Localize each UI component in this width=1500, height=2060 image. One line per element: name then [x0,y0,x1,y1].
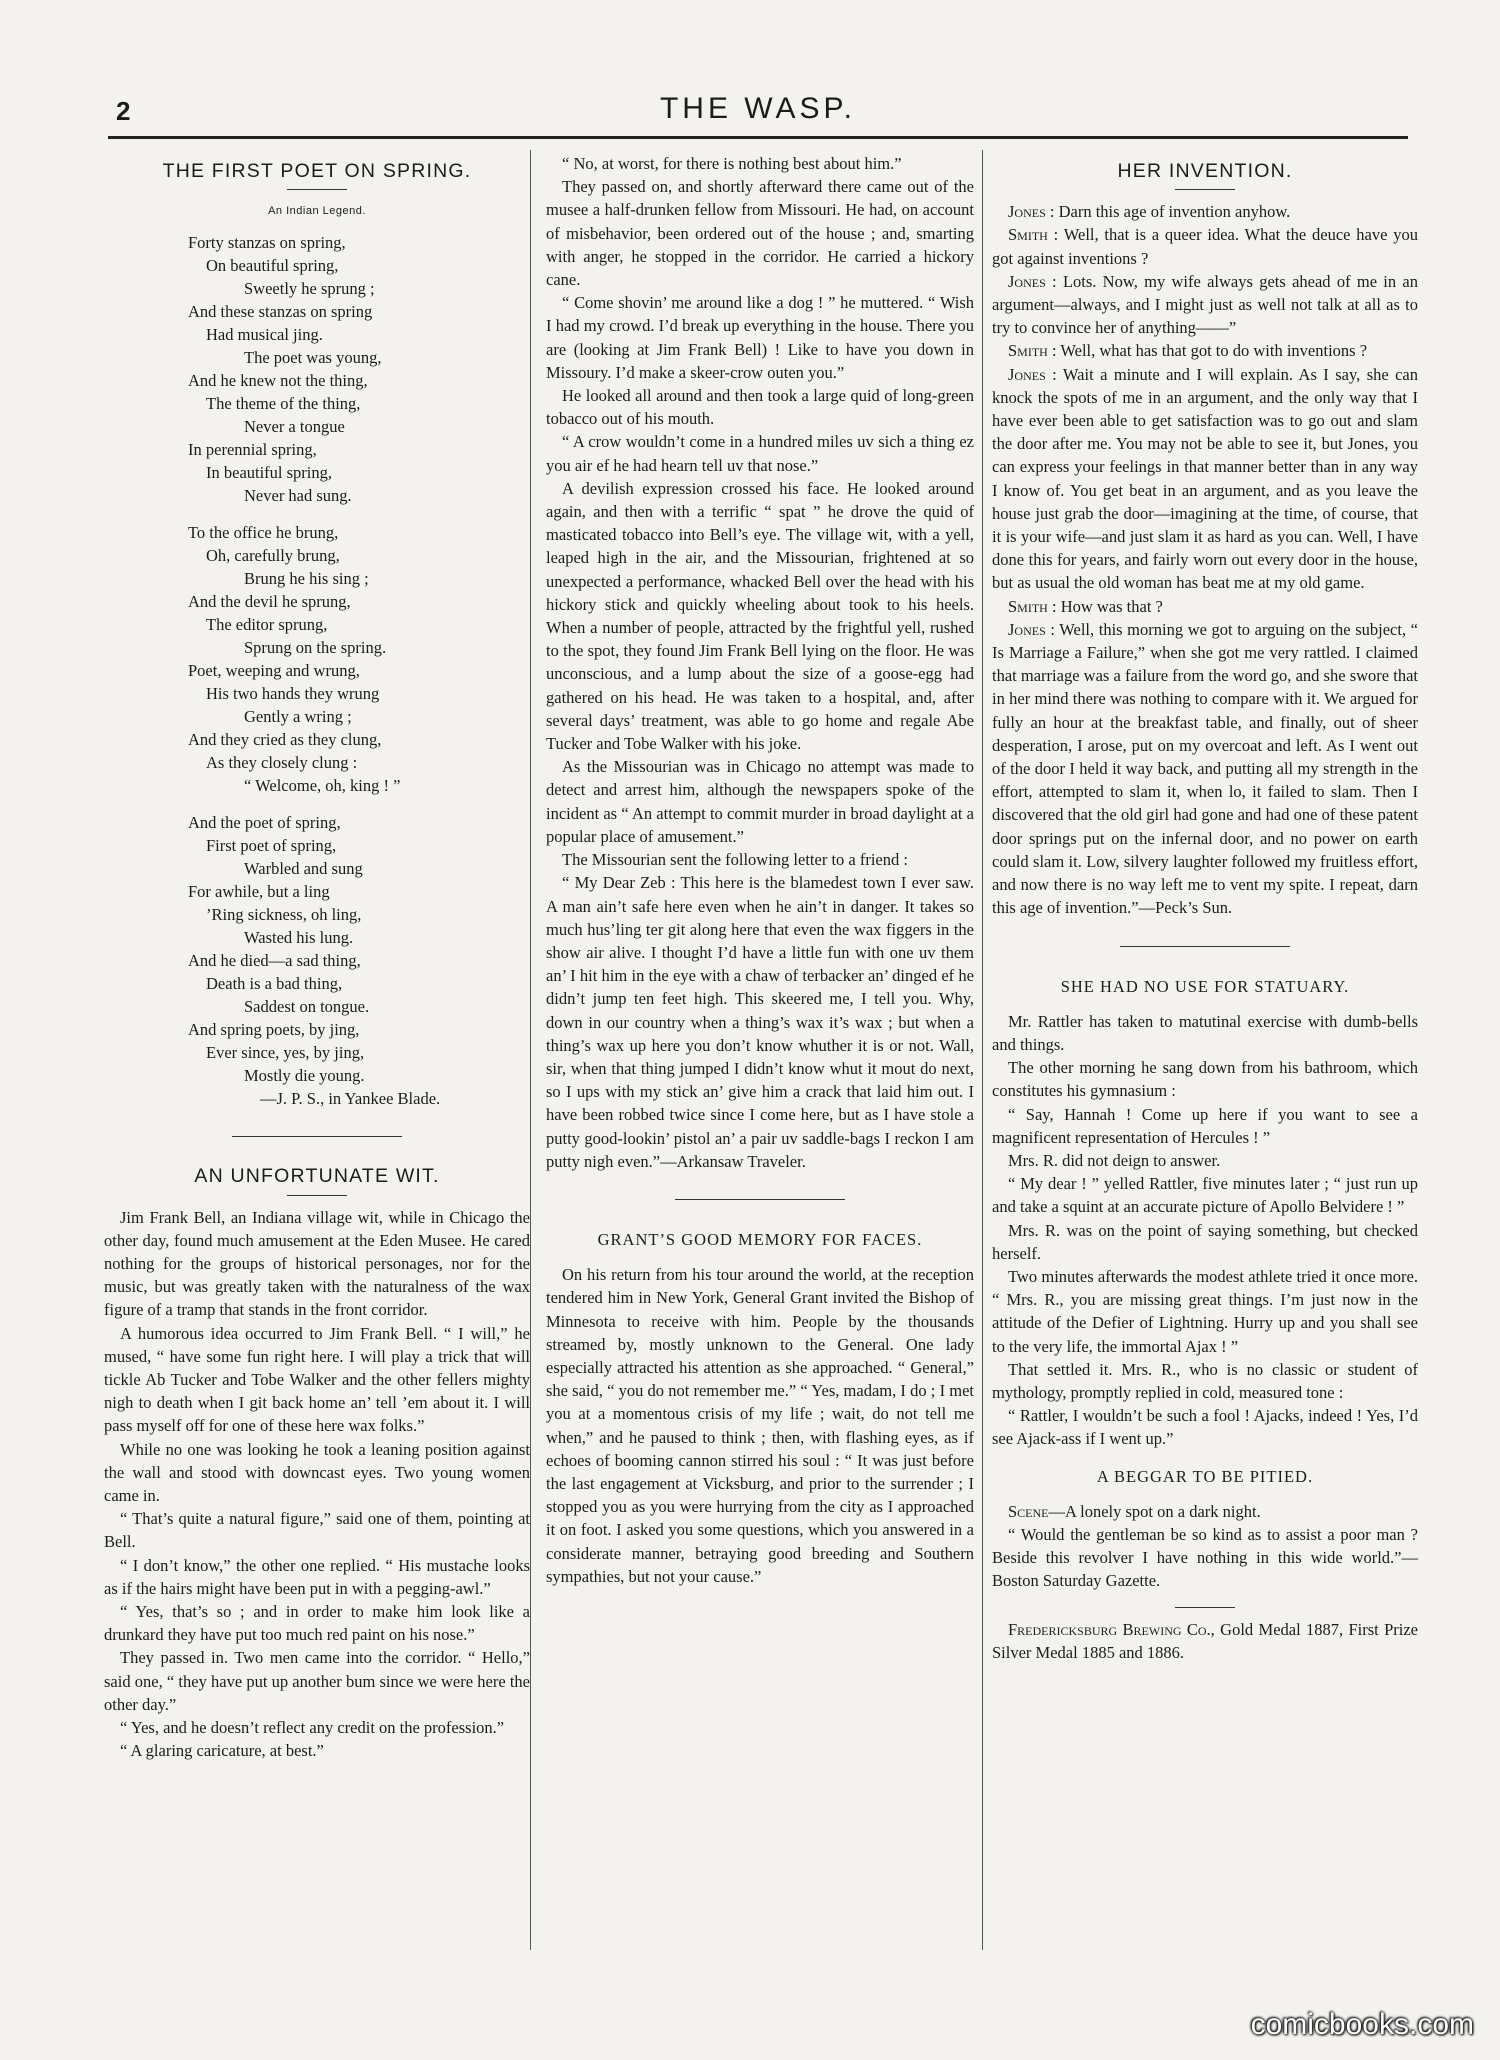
paragraph: “ That’s quite a natural figure,” said one of them, pointing at Bell. [104,1509,530,1552]
paragraph: As the Missourian was in Chicago no attempt was made to detect and arrest him, although the newspapers spoke of the incident as “ An attempt to commit murder in broad daylight at a popular place of amusement.” [546,757,974,846]
divider [1175,189,1235,190]
divider [1175,1607,1235,1608]
article-body [992,1010,1418,1451]
paragraph: The Missourian sent the following letter to a friend : [562,850,908,870]
poem-line: And he knew not the thing, [188,371,368,391]
column-divider [982,150,983,1950]
poem-line: Wasted his lung. [244,928,354,948]
poem-line: In perennial spring, [188,440,317,460]
masthead: THE WASP. [659,92,857,125]
poem-line: And they cried as they clung, [188,730,382,750]
poem-line: And the devil he sprung, [188,592,351,612]
poem-line: And spring poets, by jing, [188,1020,360,1040]
poem-line: Gently a wring ; [244,707,352,727]
poem-line: Never had sung. [244,486,352,506]
paragraph: Mrs. R. did not deign to answer. [1008,1150,1221,1170]
scene-label: Scene [1008,1501,1049,1521]
paragraph: They passed on, and shortly afterward there came out of the musee a half-drunken fellow from Missouri. He had, on account of misbehavior, been ordered out of the house ; and, smarting with anger, he stopped in the corridor. He carried a hickory cane. [546,177,974,290]
poem-line: As they closely clung : [206,753,358,773]
poem-line: “ Welcome, oh, king ! ” [244,776,401,796]
poem-line: On beautiful spring, [206,256,339,276]
speaker-name: Smith : [1008,341,1057,361]
speaker-name: Jones : [1008,202,1055,222]
poem [104,231,530,1110]
article-body [546,152,974,1173]
paragraph: “ Come shovin’ me around like a dog ! ” he muttered. “ Wish I had my crowd. I’d break up everything in the house. There you are (looking at Jim Frank Bell) ! Like to have you down in Missoury. I’d make a skeer-crow outen you.” [546,293,974,382]
dialogue-text: Wait a minute and I will explain. As I say, she can knock the spots of me in an argument, and the only way that I have ever been able to get satisfaction was to go out and slam the door after me. You may not be able to see it, but Jones, you can express your feelings in that manner better than in any way I know of. You get beat in an argument, and as you leave the house just grab the door—imagining at the time, of course, that it is your wife—and just slam it as hard as you can. Well, I have done this for years, and fairly worn out every door in the house, but as usual the old woman has beat me at my old game. [992,364,1419,593]
poem-line: Had musical jing. [206,325,323,345]
dialogue-line [992,595,1418,618]
ad-name: Fredericksburg Brewing Co., [1008,1619,1215,1639]
dialogue-text: Well, what has that got to do with inventions ? [1060,341,1368,361]
poem-line: And these stanzas on spring [188,302,373,322]
scene-line [992,1500,1418,1523]
poem-line: First poet of spring, [206,836,337,856]
poem-line: —J. P. S., in Yankee Blade. [260,1089,441,1109]
poem-stanza [188,231,530,507]
article-title: AN UNFORTUNATE WIT. [194,1165,440,1188]
speaker-name: Jones : [1008,271,1057,291]
paragraph: “ No, at worst, for there is nothing best about him.” [562,154,902,173]
page-number: 2 [116,96,131,126]
poem-line: For awhile, but a ling [188,882,330,902]
paragraph: Two minutes afterwards the modest athlete tried it once more. “ Mrs. R., you are missing great things. I’m just now in the attitude of the Defier of Lightning. Hurry up and you shall see to the very life, the immortal Ajax ! ” [992,1266,1418,1356]
poem-line: Sprung on the spring. [244,638,387,658]
article-title: A BEGGAR TO BE PITIED. [1096,1466,1314,1486]
divider [287,1195,347,1196]
poem-line: Saddest on tongue. [244,997,370,1017]
paragraph: A devilish expression crossed his face. He looked around again, and then with a terrific “ spat ” he drove the quid of masticated tobacco into Bell’s eye. The village wit, with a yell, leaped high in the air, and the Missourian, frightened at so unexpected a performance, whacked Bell over the head with his hickory stick and quickly wheeling about took to his heels. When a number of people, attracted by the frightful yell, rushed to the spot, they found Jim Frank Bell lying on the floor. He was unconscious, and a lump about the size of a goose-egg had gathered on his head. He was taken to a hospital, and, after several days’ treatment, was able to go home and regale Abe Tucker and Tobe Walker with his joke. [546,478,974,754]
paragraph: “ My dear ! ” yelled Rattler, five minutes later ; “ just run up and take a squint at an accurate picture of Apollo Belvidere ! ” [992,1174,1418,1217]
poem-line: Never a tongue [244,417,345,437]
article-body [546,1263,974,1588]
poem-line: Ever since, yes, by jing, [206,1043,365,1063]
advertisement [992,1618,1418,1664]
dialogue-line [992,618,1418,920]
speaker-name: Jones : [1008,364,1057,384]
paragraph: “ Yes, and he doesn’t reflect any credit on the profession.” [120,1718,505,1738]
divider [287,189,347,190]
poem-stanza [188,811,530,1110]
poem-line: Brung he his sing ; [244,569,369,589]
poem-line: The poet was young, [244,348,382,368]
poem-line: Poet, weeping and wrung, [188,661,360,681]
paragraph: On his return from his tour around the world, at the reception tendered him in New York, General Grant invited the Bishop of Minnesota to receive with him. People by the thousands streamed by, mostly unknown to the General. One lady especially attracted his attention as she approached. “ General,” she said, “ you do not remember me.” “ Yes, madam, I do ; I met you at a momentous crisis of my life ; wait, do not tell me when,” and he paused to think ; then, with flashing eyes, as if echoes of booming cannon stirred his soul : “ It was just before the last engagement at Vicksburg, and prior to the surrender ; I stopped you as you were hurrying from the city as I approached it on foot. I asked you some questions, which you answered in a considerate manner, betraying good breeding and Southern sympathies, but not your cause.” [546,1265,974,1586]
dialogue-line [992,270,1418,340]
header-rule [108,136,1408,139]
paragraph: “ I don’t know,” the other one replied. “ His mustache looks as if the hairs might have been put in with a pegging-awl.” [104,1555,530,1598]
poem-line: Oh, carefully brung, [206,546,340,566]
poem-line: Sweetly he sprung ; [244,279,375,299]
speaker-name: Jones : [1008,619,1055,639]
paragraph: “ A glaring caricature, at best.” [120,1741,324,1761]
paragraph: “ Would the gentleman be so kind as to assist a poor man ? Beside this revolver I have nothing in this wide world.”—Boston Saturday Gazette. [992,1524,1418,1591]
paragraph: “ My Dear Zeb : This here is the blamedest town I ever saw. A man ain’t safe here even when he ain’t in danger. It takes so much hus’ling ter git along here that even the wax figgers in the show air alive. I thought I’d have a little fun with one uv them an’ I hit him in the eye with a chaw of terbacker an’ dinged ef he didn’t jump ten feet high. This skeered me, I tell you. Why, down in our country when a thing’s wax it’s wax ; but when a thing’s wax up here you don’t know whuther it is or not. Wall, sir, when that thing jumped I didn’t know whut it mout do next, so I ups with my stick an’ give him a crack that laid him out. I have been robbed twice since I come here, but as I have stole a putty good-lookin’ pistol an’ a pair uv saddle-bags I reckon I am putty nigh even.”—Arkansaw Traveler. [546,873,974,1171]
ad-text: Gold Medal 1887, First Prize Silver Medal 1885 and 1886. [992,1619,1419,1662]
paragraph: While no one was looking he took a leaning position against the wall and stood with downcast eyes. Two young women came in. [104,1439,530,1506]
paragraph: A humorous idea occurred to Jim Frank Bell. “ I will,” he mused, “ have some fun right here. I will play a trick that will tickle Ab Tucker and Tobe Walker and the other fellers mighty nigh to death when I git back home an’ tell ’em about it. I will pass myself off for one of these here wax folks.” [104,1323,530,1436]
dialogue-text: Well, that is a queer idea. What the deuce have you got against inventions ? [992,225,1418,268]
page-header [108,92,1408,136]
paragraph: He looked all around and then took a large quid of long-green tobacco out of his mouth. [546,386,974,429]
poem-line: ’Ring sickness, oh ling, [206,905,362,925]
speaker-name: Smith : [1008,225,1059,245]
poem-line: The editor sprung, [206,615,328,635]
speaker-name: Smith : [1008,596,1057,616]
poem-line: And he died—a sad thing, [188,951,361,971]
poem-line: Death is a bad thing, [206,974,343,994]
divider [1120,946,1290,947]
paragraph: “ A crow wouldn’t come in a hundred miles uv sich a thing ez you air ef he had hearn tell uv that nose.” [546,432,974,475]
poem-line: The theme of the thing, [206,394,361,414]
article-body [992,200,1418,919]
article-title: SHE HAD NO USE FOR STATUARY. [1060,976,1350,996]
dialogue-text: Lots. Now, my wife always gets ahead of me in an argument—always, and I might just as well not talk at all as to try to convince her of anything——” [992,271,1419,338]
poem-line: Warbled and sung [244,859,363,879]
paragraph: “ Say, Hannah ! Come up here if you want to see a magnificent representation of Hercules ! ” [992,1104,1418,1147]
poem-line: To the office he brung, [188,523,339,543]
dialogue-text: Well, this morning we got to arguing on the subject, “ Is Marriage a Failure,” when she got me very rattled. I claimed that marriage was a failure from the word go, and she swore that in her mind there was nothing to compare with it. We argued for fully an hour at the breakfast table, and finally, out of sheer desperation, I arose, put on my overcoat and left. As I went out of the door I held it way back, and putting all my strength in the effort, attempted to slam it, when lo, it failed to slam. Then I discovered that the old girl had gone and had one of these patent door springs put on the infernal door, and no power on earth could slam it. Low, silvery laughter followed my fruitless effort, and now there is no way left me to vent my spite. I repeat, darn this age of invention.”—Peck’s Sun. [992,619,1419,918]
article-body [992,1523,1418,1593]
poem-title: THE FIRST POET ON SPRING. [162,160,472,182]
article-title: HER INVENTION. [1117,160,1293,182]
paragraph: Mr. Rattler has taken to matutinal exercise with dumb-bells and things. [992,1011,1418,1054]
dialogue-text: How was that ? [1060,596,1163,616]
paragraph: They passed in. Two men came into the corridor. “ Hello,” said one, “ they have put up another bum since we were here the other day.” [104,1648,530,1714]
poem-line: In beautiful spring, [206,463,333,483]
dialogue-text: Darn this age of invention anyhow. [1058,202,1291,222]
poem-line: Forty stanzas on spring, [188,233,346,253]
dialogue-line [992,363,1418,595]
column-2 [546,152,974,1588]
paragraph: Jim Frank Bell, an Indiana village wit, while in Chicago the other day, found much amusement at the Eden Musee. He cared nothing for the groups of historical personages, nor for the music, but was greatly taken with the naturalness of the wax figure of a tramp that stands in the front corridor. [104,1207,530,1320]
column-1 [104,152,530,1762]
paragraph: “ Rattler, I wouldn’t be such a fool ! Ajacks, indeed ! Yes, I’d see Ajack-ass if I went up.” [992,1406,1418,1449]
poem-stanza [188,521,530,797]
divider [675,1199,845,1200]
poem-line: Mostly die young. [244,1066,365,1086]
article-body [104,1206,530,1763]
poem-subtitle: An Indian Legend. [268,205,366,218]
watermark: comicbooks.com [1250,2008,1474,2041]
dialogue-line [992,223,1418,269]
column-divider [530,150,531,1950]
paragraph: That settled it. Mrs. R., who is no classic or student of mythology, promptly replied in cold, measured tone : [992,1359,1418,1402]
scene-text: —A lonely spot on a dark night. [1048,1501,1261,1521]
paragraph: Mrs. R. was on the point of saying something, but checked herself. [992,1220,1418,1263]
column-3 [992,152,1418,1664]
dialogue-line [992,200,1418,223]
dialogue-line [992,339,1418,362]
poem-line: His two hands they wrung [206,684,380,704]
article-title: GRANT’S GOOD MEMORY FOR FACES. [597,1229,923,1249]
paragraph: “ Yes, that’s so ; and in order to make him look like a drunkard they have put too much red paint on his nose.” [104,1602,530,1645]
poem-line: And the poet of spring, [188,813,341,833]
divider [232,1136,402,1137]
paragraph: The other morning he sang down from his bathroom, which constitutes his gymnasium : [992,1058,1418,1101]
